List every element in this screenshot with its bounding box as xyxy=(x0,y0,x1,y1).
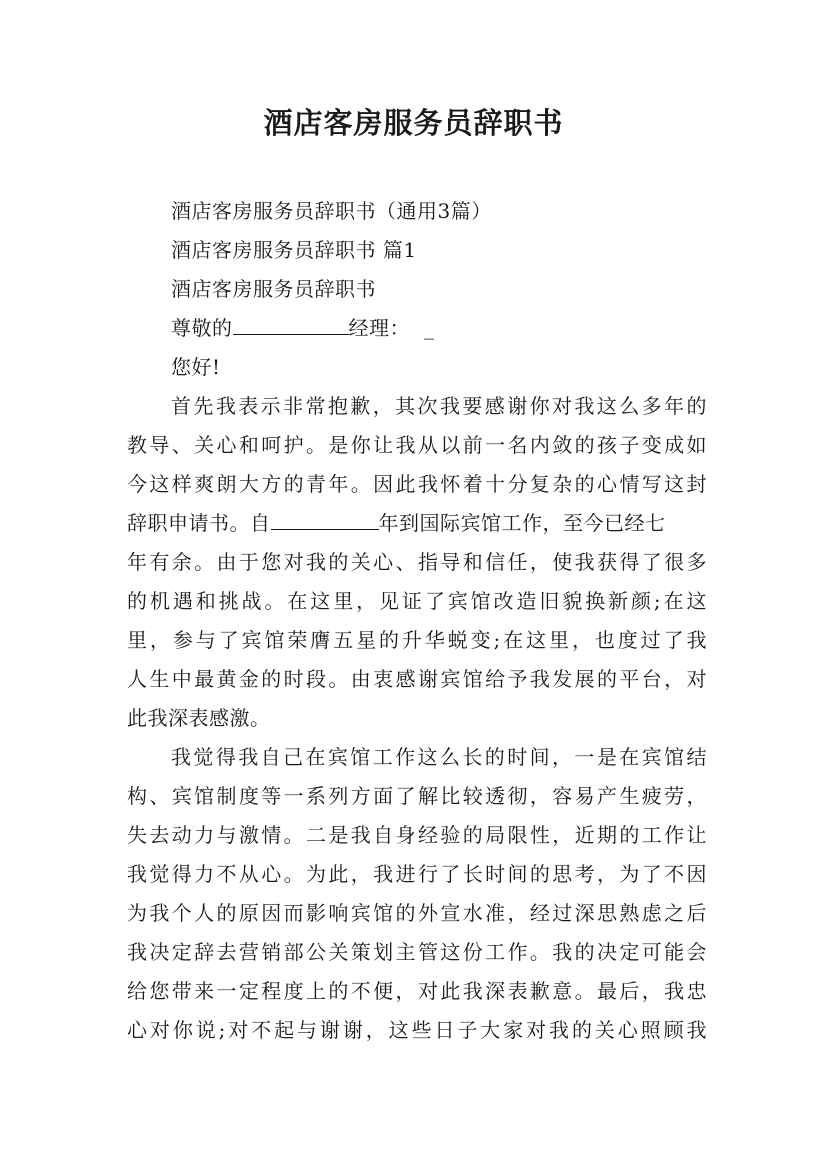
recipient-name-blank xyxy=(233,315,349,335)
paragraph1-line: 首先我表示非常抱歉，其次我要感谢你对我这么多年的 xyxy=(171,394,707,418)
letter-heading: 酒店客房服务员辞职书 xyxy=(171,277,376,301)
paragraph2-line: 给您带来一定程度上的不便，对此我深表歉意。最后，我忠 xyxy=(127,979,707,1003)
paragraph1-line: 今这样爽朗大方的青年。因此我怀着十分复杂的心情写这封 xyxy=(127,472,707,496)
paragraph1-line4-prefix: 辞职申请书。自 xyxy=(127,511,271,535)
paragraph1-line: 人生中最黄金的时段。由衷感谢宾馆给予我发展的平台，对 xyxy=(127,667,707,691)
paragraph2-line: 我决定辞去营销部公关策划主管这份工作。我的决定可能会 xyxy=(127,940,707,964)
salutation-prefix: 尊敬的 xyxy=(171,316,233,340)
paragraph2-line: 为我个人的原因而影响宾馆的外宣水准，经过深思熟虑之后 xyxy=(127,901,707,925)
paragraph1-line: 教导、关心和呵护。是你让我从以前一名内敛的孩子变成如 xyxy=(127,433,707,457)
paragraph2-line: 我觉得力不从心。为此，我进行了长时间的思考，为了不因 xyxy=(127,862,707,886)
paragraph1-line: 年有余。由于您对我的关心、指导和信任，使我获得了很多 xyxy=(127,550,707,574)
document-title: 酒店客房服务员辞职书 xyxy=(263,106,564,140)
paragraph2-line: 我觉得我自己在宾馆工作这么长的时间，一是在宾馆结 xyxy=(171,745,707,769)
paragraph1-line4-suffix: 年到国际宾馆工作，至今已经七 xyxy=(378,511,666,535)
salutation-line xyxy=(171,315,435,341)
paragraph1-line: 的机遇和挑战。在这里，见证了宾馆改造旧貌换新颜;在这 xyxy=(127,589,707,613)
paragraph1-line: 里，参与了宾馆荣膺五星的升华蜕变;在这里，也度过了我 xyxy=(127,628,707,652)
subtitle-line: 酒店客房服务员辞职书（通用3篇） xyxy=(171,199,492,223)
salutation-trailing-mark: _ xyxy=(424,316,435,340)
section-heading: 酒店客房服务员辞职书 篇1 xyxy=(171,238,417,262)
paragraph2-line: 失去动力与激情。二是我自身经验的局限性，近期的工作让 xyxy=(127,823,707,847)
paragraph1-line: 此我深表感激。 xyxy=(127,706,271,730)
greeting: 您好! xyxy=(171,355,221,379)
salutation-suffix: 经理： xyxy=(348,316,410,340)
paragraph1-line xyxy=(127,510,666,536)
paragraph2-line: 心对你说;对不起与谢谢，这些日子大家对我的关心照顾我 xyxy=(127,1018,707,1042)
start-year-blank xyxy=(271,510,379,530)
paragraph2-line: 构、宾馆制度等一系列方面了解比较透彻，容易产生疲劳， xyxy=(127,784,707,808)
